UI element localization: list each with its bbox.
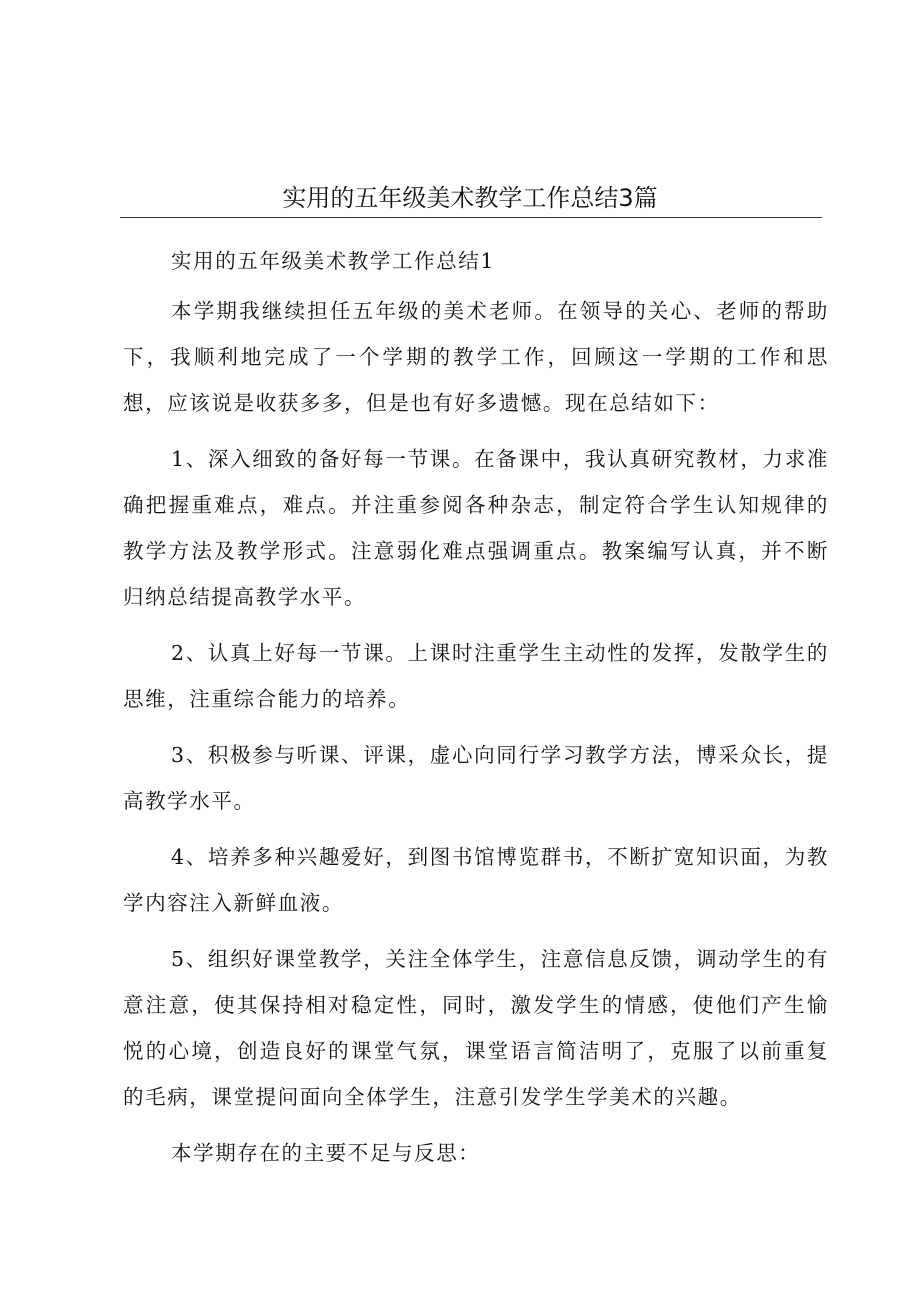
paragraph-item-2: 2、认真上好每一节课。上课时注重学生主动性的发挥，发散学生的思维，注重综合能力的培养。 <box>123 641 829 711</box>
paragraph-item-1: 1、深入细致的备好每一节课。在备课中，我认真研究教材，力求准确把握重难点，难点。并注重参阅各种杂志，制定符合学生认知规律的教学方法及教学形式。注意弱化难点强调重点。教案编写认真，并不断归纳总结提高教学水平。 <box>123 447 829 609</box>
paragraph-intro: 本学期我继续担任五年级的美术老师。在领导的关心、老师的帮助下，我顺利地完成了一个学期的教学工作，回顾这一学期的工作和思想，应该说是收获多多，但是也有好多遗憾。现在总结如下： <box>123 299 829 415</box>
document-body <box>123 238 829 1186</box>
paragraph-item-3: 3、积极参与听课、评课，虚心向同行学习教学方法，博采众长，提高教学水平。 <box>123 743 829 813</box>
section-heading: 实用的五年级美术教学工作总结1 <box>171 249 496 273</box>
title-underline <box>120 217 822 218</box>
paragraph-shortcomings-heading: 本学期存在的主要不足与反思： <box>171 1141 481 1165</box>
document-title: 实用的五年级美术教学工作总结3篇 <box>282 184 658 212</box>
paragraph-item-4: 4、培养多种兴趣爱好，到图书馆博览群书，不断扩宽知识面，为教学内容注入新鲜血液。 <box>123 845 829 915</box>
paragraph-item-5: 5、组织好课堂教学，关注全体学生，注意信息反馈，调动学生的有意注意，使其保持相对稳定性，同时，激发学生的情感，使他们产生愉悦的心境，创造良好的课堂气氛，课堂语言简洁明了，克服了以前重复的毛病，课堂提问面向全体学生，注意引发学生学美术的兴趣。 <box>123 947 829 1109</box>
